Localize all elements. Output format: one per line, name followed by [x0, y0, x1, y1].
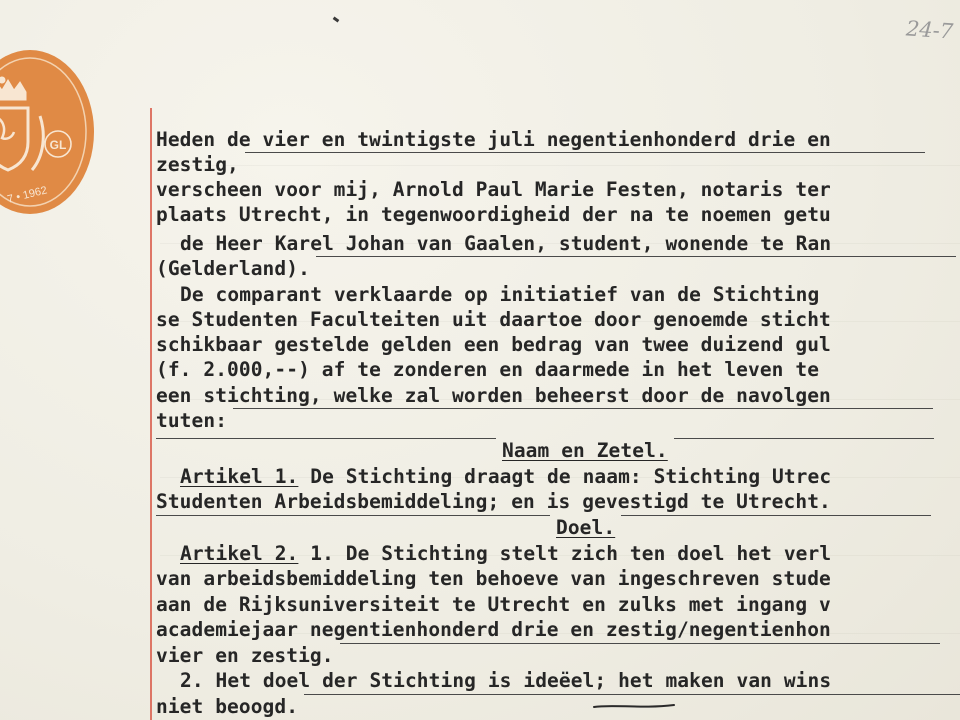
- text-line: 2. Het doel der Stichting is ideëel; het maken van wins: [180, 669, 832, 692]
- text-line: academiejaar negentienhonderd drie en zestig/negentienhon: [156, 618, 831, 641]
- text-line: zestig,: [156, 152, 925, 178]
- seal-initials: GL: [49, 138, 67, 152]
- text-line: (Gelderland).: [156, 256, 956, 282]
- text-line: niet beoogd.: [156, 694, 960, 720]
- text-line: (f. 2.000,--) af te zonderen en daarmede in het leven te: [156, 358, 820, 381]
- text-line: van arbeidsbemiddeling ten behoeve van ingeschreven stude: [156, 567, 831, 590]
- text-line: vier en zestig.: [156, 643, 940, 669]
- seal-year: 7 • 1962: [6, 184, 49, 206]
- section-heading: Naam en Zetel.: [156, 438, 934, 464]
- text-line: tuten:: [156, 408, 933, 434]
- margin-rule: [150, 108, 152, 720]
- section-heading: Doel.: [156, 515, 931, 541]
- article-line: Artikel 1. De Stichting draagt de naam: Stichting Utrec: [180, 465, 832, 488]
- text-line: se Studenten Faculteiten uit daartoe door genoemde sticht: [156, 308, 831, 331]
- pencil-note: 24-7: [905, 16, 954, 44]
- text-line: aan de Rijksuniversiteit te Utrecht en zulks met ingang v: [156, 593, 831, 616]
- text-line: Studenten Arbeidsbemiddeling; en is gevestigd te Utrecht.: [156, 490, 831, 513]
- handwritten-underline: [592, 702, 676, 710]
- text-line: een stichting, welke zal worden beheerst door de navolgen: [156, 384, 831, 407]
- text-line: plaats Utrecht, in tegenwoordigheid der na te noemen getu: [156, 203, 831, 226]
- text-line: schikbaar gestelde gelden een bedrag van twee duizend gul: [156, 333, 831, 356]
- text-line: de Heer Karel Johan van Gaalen, student, wonende te Ran: [180, 232, 832, 255]
- article-line: Artikel 2. 1. De Stichting stelt zich ten doel het verl: [180, 542, 832, 565]
- text-line: De comparant verklaarde op initiatief van de Stichting: [180, 283, 820, 306]
- text-line: verscheen voor mij, Arnold Paul Marie Festen, notaris ter: [156, 178, 831, 201]
- text-line: Heden de vier en twintigste juli negentienhonderd drie en: [156, 128, 831, 151]
- crest-seal-icon: [0, 46, 98, 218]
